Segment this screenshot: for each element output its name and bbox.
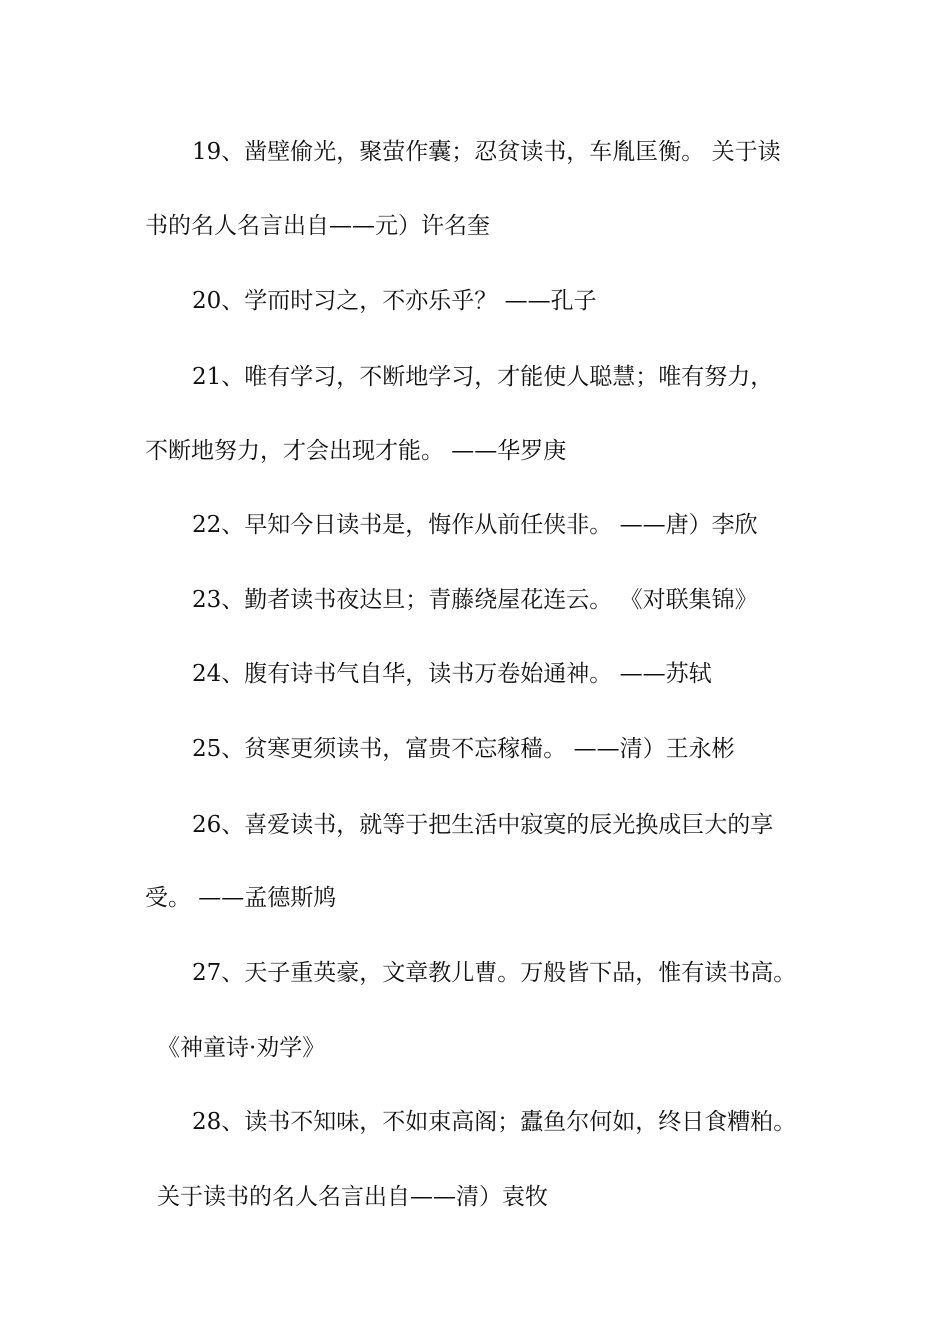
quote-20-line-1: 20、学而时习之，不亦乐乎？ ——孔子 <box>192 288 597 314</box>
quote-19-line-1: 19、凿壁偷光，聚萤作囊；忍贫读书，车胤匡衡。 关于读 <box>192 139 781 165</box>
quote-27-line-1: 27、天子重英豪，文章教儿曹。万般皆下品，惟有读书高。 <box>192 960 797 986</box>
quote-25-line-1: 25、贫寒更须读书，富贵不忘稼穑。 ——清）王永彬 <box>192 736 735 762</box>
quote-26-line-2: 受。 ——孟德斯鸠 <box>145 885 337 911</box>
quote-26-line-1: 26、喜爱读书，就等于把生活中寂寞的辰光换成巨大的享 <box>192 812 774 838</box>
quote-24-line-1: 24、腹有诗书气自华，读书万卷始通神。 ——苏轼 <box>192 661 712 687</box>
quote-19-line-2: 书的名人名言出自——元）许名奎 <box>145 213 490 239</box>
quote-23-line-1: 23、勤者读书夜达旦；青藤绕屋花连云。 《对联集锦》 <box>192 587 758 613</box>
quote-22-line-1: 22、早知今日读书是，悔作从前任侠非。 ——唐）李欣 <box>192 512 758 538</box>
quote-28-line-2: 关于读书的名人名言出自——清）袁牧 <box>157 1184 548 1210</box>
quote-27-line-2: 《神童诗·劝学》 <box>157 1035 326 1061</box>
quote-21-line-1: 21、唯有学习，不断地学习，才能使人聪慧；唯有努力， <box>192 364 774 390</box>
quote-28-line-1: 28、读书不知味，不如束高阁；蠹鱼尔何如，终日食糟粕。 <box>192 1109 797 1135</box>
quote-21-line-2: 不断地努力，才会出现才能。 ——华罗庚 <box>145 438 567 464</box>
